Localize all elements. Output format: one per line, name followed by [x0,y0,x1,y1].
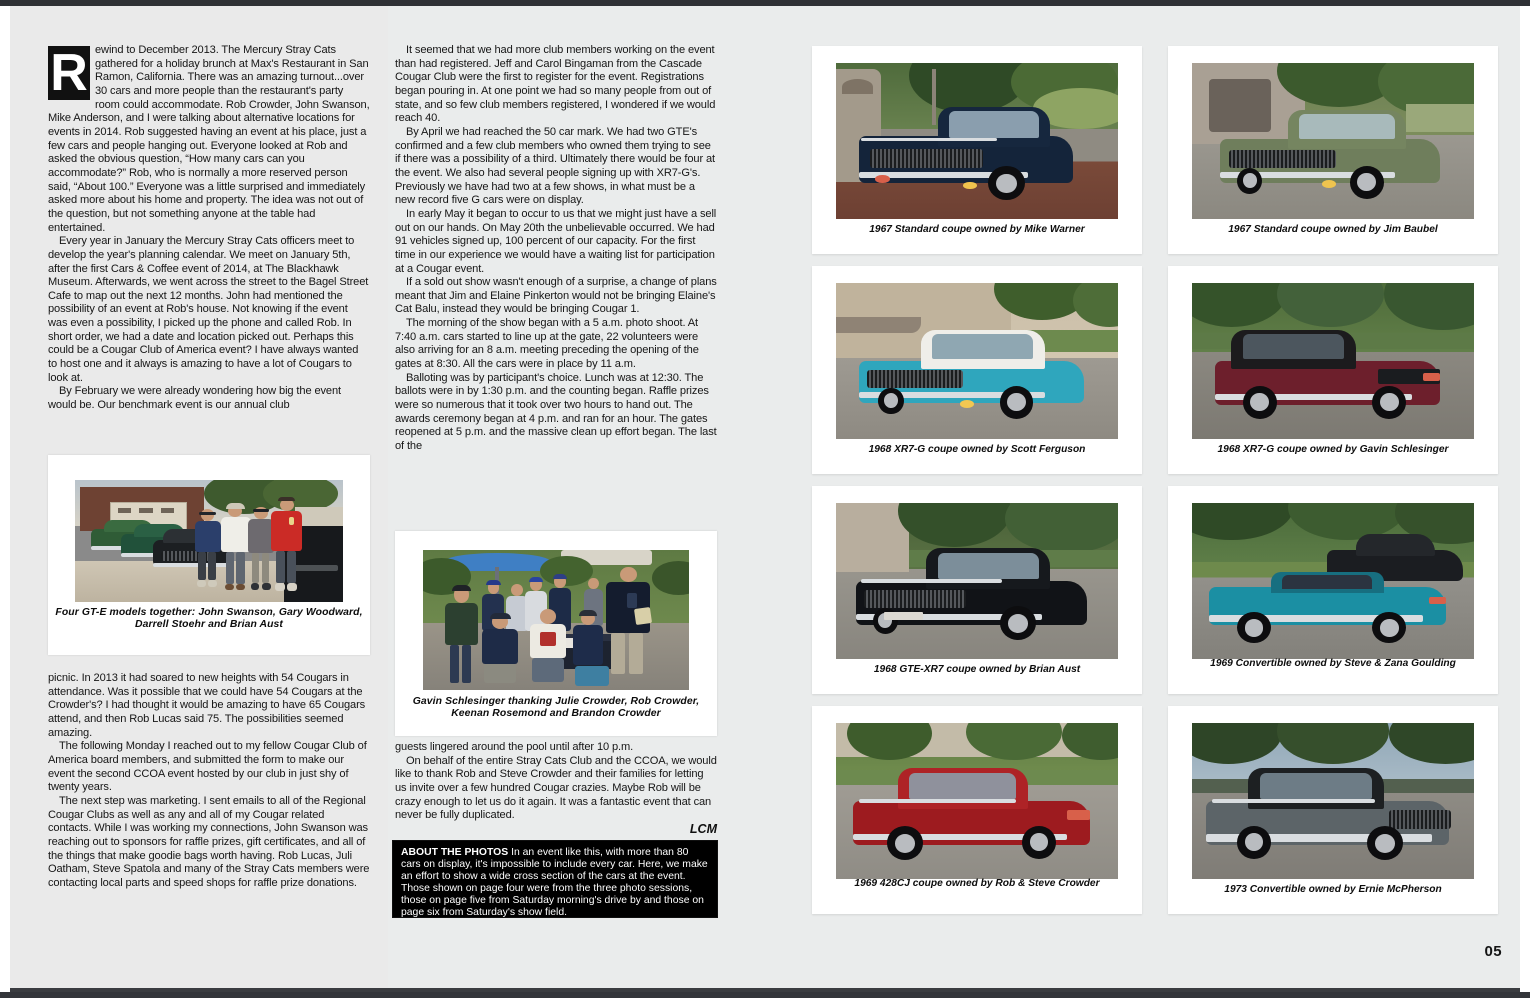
article-column-1-continued [48,672,370,891]
article-column-2-continued [395,741,717,823]
photo-card-1968-xr7g-gavin-schlesinger [1168,266,1498,474]
photo-card-1969-convertible-goulding [1168,486,1498,694]
article-column-1 [48,44,370,413]
paragraph: The morning of the show began with a 5 a.m. photo shoot. At 7:40 a.m. cars started to line up at the gate, 22 volunteers were also arriving for an 8 a.m. meeting preceding the opening of the gates at 8:30. All the cars were in place by 11 a.m. [395,317,699,371]
photo-card-1973-convertible-mcpherson [1168,706,1498,914]
photo-image-1967-standard-jim-baubel [1192,63,1474,219]
paragraph: It seemed that we had more club members working on the event than had registered. Jeff and Carol Bingaman from the Cascade Cougar Club were the first to register for the event. Registrations began pouring in. At one point we had so many people from out of state, and so few club members registered, I wondered if we would reach 40. [395,44,716,125]
article-column-2 [395,44,717,454]
photo-card-1967-standard-jim-baubel [1168,46,1498,254]
photo-gallery-grid [812,46,1498,926]
page-number: 05 [1484,943,1502,960]
lead-paragraph [48,44,370,235]
paragraph: By February we were already wondering how big the event would be. Our benchmark event is our annual club [48,385,341,412]
photo-image-1973-convertible-mcpherson [1192,723,1474,879]
photo-image-1969-428cj-crowder [836,723,1118,879]
about-the-photos-body: In an event like this, with more than 80 cars on display, it's impossible to include every car. Here, we make an effort to show a wide cross section of the cars at the event. Those shown on page four were from the three photo sessions, those on page five from Saturday morning's drive by and those on page six from Saturday's show field. [401,847,708,919]
paragraph: The following Monday I reached out to my fellow Cougar Club of America board members, and submitted the form to make our event the second CCOA event hosted by our club in just shy of twenty years. [48,740,367,794]
photo-caption: Four GT-E models together: John Swanson, Gary Woodward, Darrell Stoehr and Brian Aust [55,607,363,631]
paragraph: If a sold out show wasn't enough of a surprise, a change of plans meant that Jim and Elaine Pinkerton would not be bringing Elaine's Cat Balu, instead they would be bringing Cougar 1. [395,276,717,316]
photo-image-gavin-thanking [423,550,689,690]
photo-caption: 1969 Convertible owned by Steve & Zana Goulding [1210,658,1456,669]
photo-image-1969-convertible-goulding [1192,503,1474,659]
photo-card-1968-gte-xr7-brian-aust [812,486,1142,694]
photo-card-four-gte-models [48,455,370,655]
lead-paragraph-text: ewind to December 2013. The Mercury Stray Cats gathered for a holiday brunch at Max's Restaurant in San Ramon, California. There was an amazing turnout...over 30 cars and more people than the restaurant's party room could accommodate. Rob Crowder, John Swanson, Mike Anderson, and I were talking about alternative locations for events in 2014. Rob suggested having an event at his place, just a few cars and people hanging out. Everyone looked at Rob and asked the obvious question, “How many cars can you accommodate?” Rob, who is normally a more reserved person said, “About 100.” Everyone was a little surprised and immediately asked more about his home and property. The idea was not out of the question, but not something anyone at the table had entertained. [48,44,370,234]
paragraph: By April we had reached the 50 car mark. We had two GTE's confirmed and a few club members who owned them trying to see if there was a possibility of a third. Ultimately there would be four at the event. We also had several people signing up with XR7-G's. Previously we have had two at a few shows, in what must be a new record five G cars were on display. [395,125,716,207]
photo-card-1968-xr7g-scott-ferguson [812,266,1142,474]
photo-image-1968-xr7g-gavin-schlesinger [1192,283,1474,439]
paragraph: Balloting was by participant's choice. Lunch was at 12:30. The ballots were in by 1:30 p.m. and the counting began. Raffle prizes were so numerous that it took over two hours to hand out. The awards ceremony began at 4 p.m. and ran for an hour. The gates reopened at 5 p.m. and the massive clean up effort began. The last of the [395,371,717,453]
paragraph: Every year in January the Mercury Stray Cats officers meet to develop the year's planning calendar. We meet on January 5th, after the first Cars & Coffee event of 2014, at The Blackhawk Museum. Afterwards, we went across the street to the Bagel Street Cafe to map out the next 12 months. John had mentioned the possibility of an event at Rob's house. Not knowing if the event was even a possibility, I picked up the phone and called Rob. In short order, we had a date and location picked out. Perhaps this could be a Cougar Club of America event? I have always wanted to host one and it always is amazing to have a lot of Cougars to look at. [48,235,369,384]
about-the-photos-heading: ABOUT THE PHOTOS [401,847,509,858]
photo-card-1969-428cj-crowder [812,706,1142,914]
photo-card-1967-standard-mike-warner [812,46,1142,254]
photo-caption: 1968 XR7-G coupe owned by Scott Ferguson [868,444,1086,455]
photo-caption: 1967 Standard coupe owned by Mike Warner [869,224,1085,235]
photo-image-1967-standard-mike-warner [836,63,1118,219]
about-the-photos-box [392,840,718,918]
photo-caption: 1973 Convertible owned by Ernie McPherson [1224,884,1442,895]
paragraph: The next step was marketing. I sent emails to all of the Regional Cougar Clubs as well as any and all of my Cougar related contacts. While I was working my connections, John Swanson was reaching out to sponsors for raffle prizes, gift certificates, and all of the things that make goodie bags worth having. Rob Lucas, Juli Oatham, Steve Spatola and many of the Stray Cats members were contacting local parts and speed shops for raffle prize donations. [48,794,370,889]
photo-image-1968-xr7g-scott-ferguson [836,283,1118,439]
photo-caption: Gavin Schlesinger thanking Julie Crowder, Rob Crowder, Keenan Rosemond and Brandon Crowder [412,696,700,720]
author-signature: LCM [689,822,717,836]
paragraph: In early May it began to occur to us that we might just have a sell out on our hands. On May 20th the unbelievable occurred. We had 91 vehicles signed up, 100 percent of our capacity. For the first time in our experience we would have a waiting list for participation at a Cougar event. [395,207,717,275]
photo-image-four-gte-models [75,480,343,602]
drop-cap: R [48,46,90,100]
photo-card-gavin-thanking [395,531,717,736]
photo-caption: 1968 GTE-XR7 coupe owned by Brian Aust [873,664,1081,675]
spread-bottom-edge [0,992,1530,998]
photo-caption: 1968 XR7-G coupe owned by Gavin Schlesinger [1217,444,1449,455]
photo-caption: 1967 Standard coupe owned by Jim Baubel [1228,224,1438,235]
paragraph: picnic. In 2013 it had soared to new heights with 54 Cougars in attendance. Was it possible that we could have 54 Cougars at the Crowder's? I had thought it would be amazing to have 65 Cougars attend, and then Rob Lucas said 75. The possibilities seemed amazing. [48,672,366,739]
paragraph: On behalf of the entire Stray Cats Club and the CCOA, we would like to thank Rob and Steve Crowder and their families for letting us invite over a few hundred Cougar crazies. Maybe Rob will be crazy enough to let us do it again. It was a fantastic event that can never be fully duplicated. [395,754,717,822]
photo-image-1968-gte-xr7-brian-aust [836,503,1118,659]
paragraph: guests lingered around the pool until after 10 p.m. [395,741,634,753]
photo-caption: 1969 428CJ coupe owned by Rob & Steve Crowder [854,878,1100,889]
